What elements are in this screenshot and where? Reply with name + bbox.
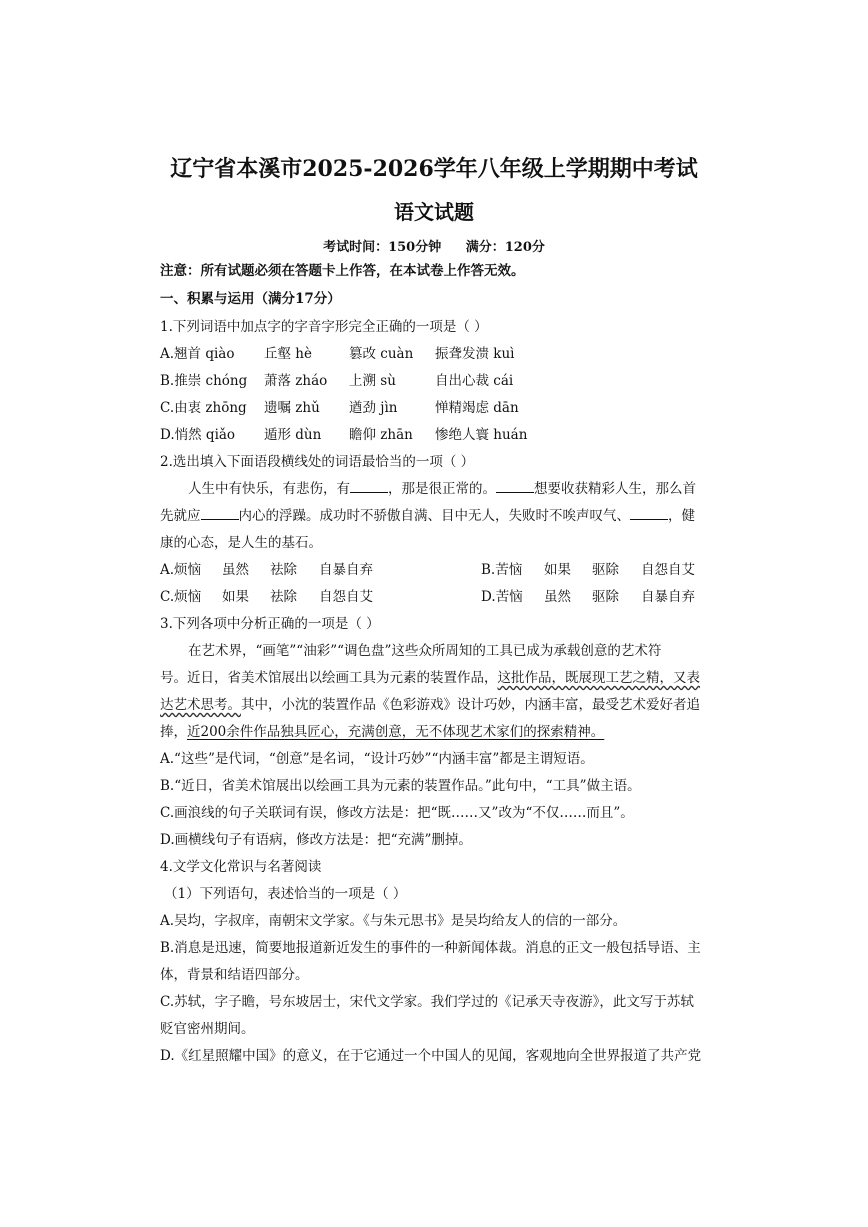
q1-stem: 1.下列词语中加点字的字音字形完全正确的一项是（ ） — [160, 319, 488, 335]
section-heading: 一、积累与运用（满分17分） — [160, 291, 341, 307]
q3-option-a: A.“这些”是代词，“创意”是名词，“设计巧妙”“内涵丰富”都是主谓短语。 — [160, 751, 594, 767]
q4-sub-question: （1）下列语句，表述恰当的一项是（ ） — [164, 886, 407, 902]
q2-text: 想要收获精彩人生，那么首 — [534, 481, 696, 497]
q1-b-2: 萧落 zháo — [264, 373, 328, 389]
q2-d-3: 驱除 — [592, 589, 619, 605]
q3-text: 其中，小沈的装置作品《色彩游戏》设计巧妙，内涵丰富，最受艺术爱好者追 — [241, 697, 700, 713]
q2-d-2: 虽然 — [544, 589, 571, 605]
q1-d-3: 瞻仰 zhān — [349, 427, 413, 443]
q1-c-2: 遗嘱 zhǔ — [264, 400, 320, 416]
exam-score: 满分：120分 — [465, 240, 545, 255]
q1-a-1: A.翘首 qiào — [160, 346, 235, 362]
q4-option-b-line-1: B.消息是迅速，简要地报道新近发生的事件的一种新闻体裁。消息的正文一般包括导语、主 — [160, 940, 701, 956]
q3-passage-line-1: 在艺术界，“画笔”“油彩”“调色盘”这些众所周知的工具已成为承载创意的艺术符 — [188, 643, 662, 659]
q1-b-4: 自出心裁 cái — [435, 373, 514, 389]
q2-c-1: C.烦恼 — [160, 589, 202, 605]
q2-passage-line-1 — [160, 480, 740, 498]
q3-option-c: C.画浪线的句子关联词有误，修改方法是：把“既……又”改为“不仅……而且”。 — [160, 805, 634, 821]
q2-passage-line-3: 康的心态，是人生的基石。 — [160, 535, 322, 551]
q2-a-2: 虽然 — [222, 562, 249, 578]
q4-option-c-line-2: 贬官密州期间。 — [160, 1021, 255, 1037]
q4-option-c-line-1: C.苏轼，字子瞻，号东坡居士，宋代文学家。我们学过的《记承天寺夜游》，此文写于苏轼 — [160, 994, 694, 1010]
q1-c-1: C.由衷 zhōng — [160, 400, 247, 416]
q1-a-2: 丘壑 hè — [264, 346, 312, 362]
q3-text: 号。近日，省美术馆展出以绘画工具为元素的装置作品， — [160, 670, 498, 686]
underlined-sentence: 近200余件作品独具匠心，充满创意，无不体现艺术家们的探索精神。 — [187, 724, 605, 740]
q2-stem: 2.选出填入下面语段横线处的词语最恰当的一项（ ） — [160, 454, 475, 470]
q2-c-4: 自怨自艾 — [319, 589, 373, 605]
q2-b-4: 自怨自艾 — [641, 562, 695, 578]
q2-b-2: 如果 — [544, 562, 571, 578]
notice: 注意：所有试题必须在答题卡上作答，在本试卷上作答无效。 — [160, 263, 525, 279]
q2-a-3: 祛除 — [270, 562, 297, 578]
q1-a-4: 振聋发溃 kuì — [435, 346, 515, 362]
q2-d-1: D.苦恼 — [481, 589, 523, 605]
q4-option-a: A.吴均，字叔庠，南朝宋文学家。《与朱元思书》是吴均给友人的信的一部分。 — [160, 913, 627, 929]
q3-option-b: B.“近日，省美术馆展出以绘画工具为元素的装置作品。”此句中，“工具”做主语。 — [160, 778, 641, 794]
blank-3 — [201, 507, 239, 520]
wavy-underlined-sentence: 达艺术思考。 — [160, 697, 241, 713]
q2-b-1: B.苦恼 — [481, 562, 523, 578]
q2-text: 人生中有快乐，有悲伤，有 — [188, 481, 350, 497]
q1-b-3: 上溯 sù — [349, 373, 396, 389]
q3-stem: 3.下列各项中分析正确的一项是（ ） — [160, 616, 380, 632]
q2-text: 先就应 — [160, 508, 201, 524]
q2-passage-line-2 — [160, 507, 712, 525]
exam-title: 辽宁省本溪市2025-2026学年八年级上学期期中考试 — [170, 156, 698, 182]
blank-4 — [630, 507, 668, 520]
wavy-underlined-sentence: 这批作品，既展现工艺之精，又表 — [497, 670, 700, 686]
q1-d-2: 遁形 dùn — [264, 427, 322, 443]
q4-option-d-line-1: D.《红星照耀中国》的意义，在于它通过一个中国人的见闻，客观地向全世界报道了共产党 — [160, 1048, 702, 1064]
q3-option-d: D.画横线句子有语病，修改方法是：把“充满”删掉。 — [160, 832, 472, 848]
q2-text: ，健 — [668, 508, 695, 524]
q4-option-b-line-2: 体，背景和结语四部分。 — [160, 967, 309, 983]
q2-d-4: 自暴自弃 — [641, 589, 695, 605]
q1-b-1: B.推崇 chóng — [160, 373, 248, 389]
q1-d-1: D.悄然 qiǎo — [160, 427, 236, 443]
blank-2 — [496, 480, 534, 493]
q3-passage-line-2 — [160, 669, 712, 687]
exam-subtitle: 语文试题 — [394, 200, 474, 224]
q3-text: 捧， — [160, 724, 187, 740]
q4-stem: 4.文学文化常识与名著阅读 — [160, 859, 322, 875]
exam-time: 考试时间：150分钟 — [323, 240, 442, 255]
q1-c-4: 惮精竭虑 dān — [435, 400, 519, 416]
blank-1 — [350, 480, 388, 493]
q2-text: ，那是很正常的。 — [388, 481, 496, 497]
q1-d-4: 惨绝人寰 huán — [435, 427, 528, 443]
q2-c-2: 如果 — [222, 589, 249, 605]
q3-passage-line-4 — [160, 723, 712, 741]
q2-c-3: 祛除 — [270, 589, 297, 605]
q2-a-1: A.烦恼 — [160, 562, 202, 578]
q1-a-3: 篡改 cuàn — [349, 346, 414, 362]
q2-text: 内心的浮躁。成功时不骄傲自满、目中无人，失败时不唉声叹气、 — [238, 508, 630, 524]
q2-a-4: 自暴自弃 — [319, 562, 373, 578]
q1-c-3: 遒劲 jìn — [349, 400, 398, 416]
q3-passage-line-3 — [160, 696, 712, 714]
exam-meta — [0, 236, 868, 255]
q2-b-3: 驱除 — [592, 562, 619, 578]
